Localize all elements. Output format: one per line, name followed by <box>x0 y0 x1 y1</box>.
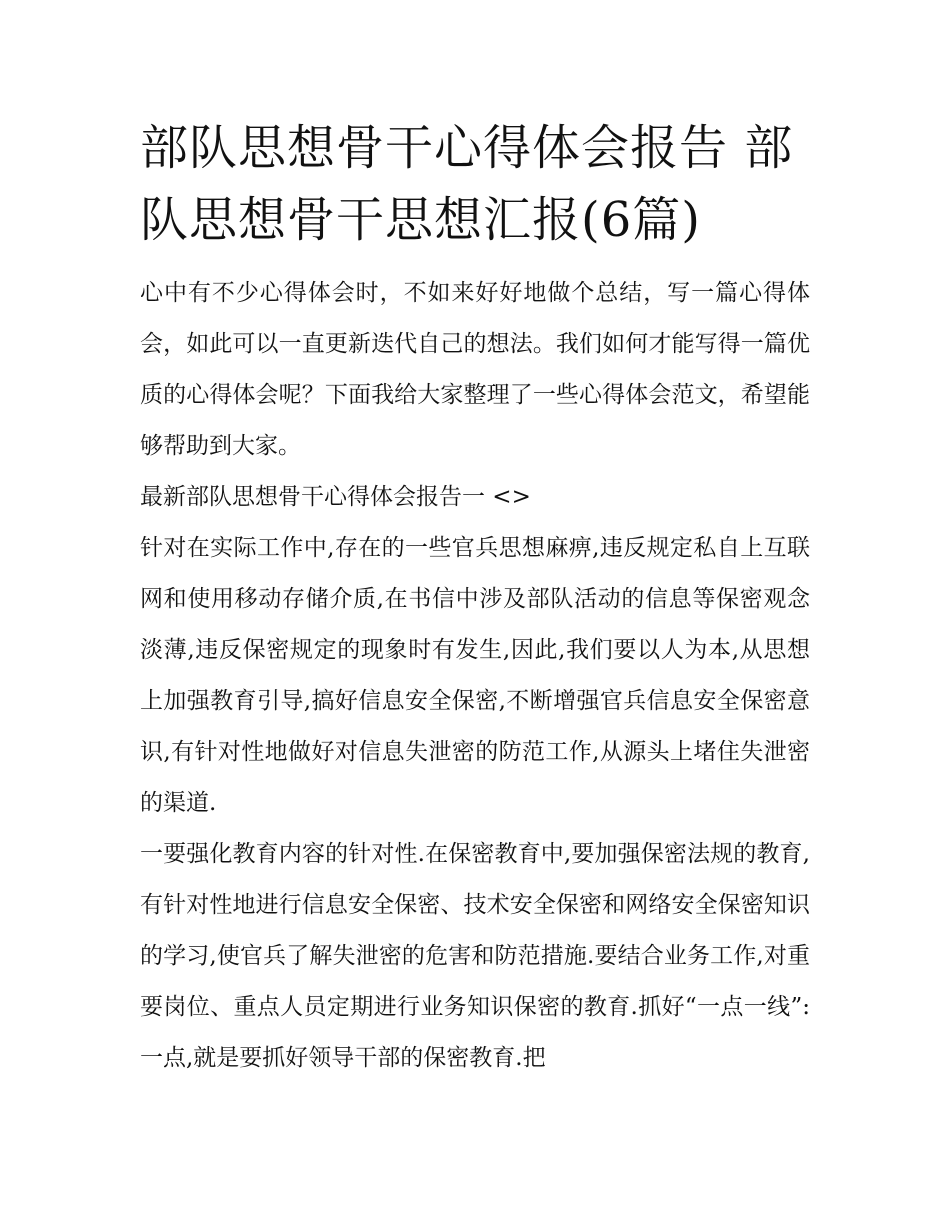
document-page <box>140 112 810 1084</box>
intro-paragraph: 心中有不少心得体会时，不如来好好地做个总结，写一篇心得体会，如此可以一直更新迭代自己的想法。我们如何才能写得一篇优质的心得体会呢？下面我给大家整理了一些心得体会范文，希望能够帮助到大家。 <box>140 280 810 459</box>
body-paragraph: 针对在实际工作中,存在的一些官兵思想麻痹,违反规定私自上互联网和使用移动存储介质,在书信中涉及部队活动的信息等保密观念淡薄,违反保密规定的现象时有发生,因此,我们要以人为本,从思想上加强教育引导,搞好信息安全保密,不断增强官兵信息安全保密意识,有针对性地做好对信息失泄密的防范工作,从源头上堵住失泄密的渠道. <box>140 535 810 816</box>
section-heading: 最新部队思想骨干心得体会报告一 <> <box>140 484 531 510</box>
document-title: 部队思想骨干心得体会报告 部队思想骨干思想汇报(6篇) <box>140 120 794 248</box>
body-paragraph: 一要强化教育内容的针对性.在保密教育中,要加强保密法规的教育,有针对性地进行信息安全保密、技术安全保密和网络安全保密知识的学习,使官兵了解失泄密的危害和防范措施.要结合业务工作,对重要岗位、重点人员定期进行业务知识保密的教育.抓好“一点一线”:一点,就是要抓好领导干部的保密教育.把 <box>140 841 810 1071</box>
